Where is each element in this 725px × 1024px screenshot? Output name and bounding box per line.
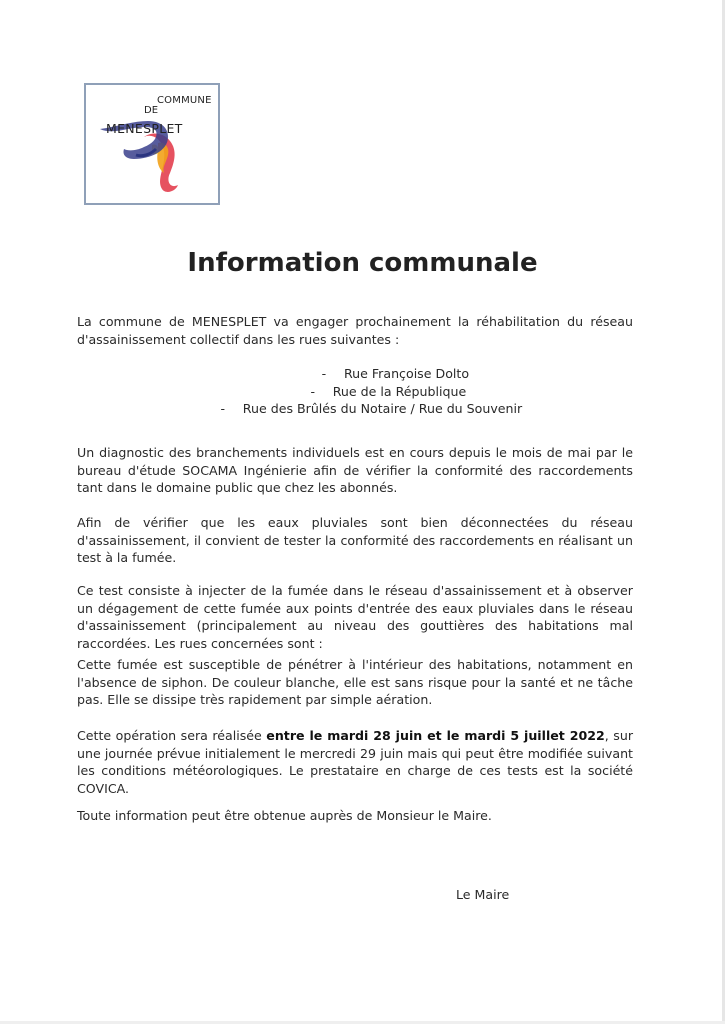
street-item xyxy=(0,365,725,383)
operation-dates: entre le mardi 28 juin et le mardi 5 juillet 2022 xyxy=(266,728,605,743)
operation-text-start: Cette opération sera réalisée xyxy=(77,728,267,743)
street-bullet: - xyxy=(220,401,226,416)
operation-paragraph xyxy=(77,727,633,797)
contact-paragraph: Toute information peut être obtenue auprès de Monsieur le Maire. xyxy=(77,808,492,823)
purpose-paragraph: Afin de vérifier que les eaux pluviales sont bien déconnectées du réseau d'assainissement, il convient de tester la conformité des raccordements en réalisant un test à la fumée. xyxy=(77,515,633,565)
logo-text-menesplet: MENESPLET xyxy=(106,121,183,136)
page-title: Information communale xyxy=(187,248,538,278)
intro-paragraph: La commune de MENESPLET va engager prochainement la réhabilitation du réseau d'assainissement collectif dans les rues suivantes : xyxy=(77,314,633,347)
diagnostic-paragraph: Un diagnostic des branchements individuels est en cours depuis le mois de mai par le bureau d'étude SOCAMA Ingénierie afin de vérifier la conformité des raccordements tant dans le domaine public que chez les abonnés. xyxy=(77,445,633,495)
street-item xyxy=(0,400,725,418)
logo-text-de: DE xyxy=(144,105,159,116)
street-name: Rue de la République xyxy=(332,383,467,399)
street-item xyxy=(0,383,725,401)
street-bullet: - xyxy=(310,383,315,399)
logo-text-commune: COMMUNE xyxy=(157,95,212,106)
street-list xyxy=(0,365,725,418)
commune-logo xyxy=(84,83,220,205)
street-name: Rue Françoise Dolto xyxy=(343,366,470,381)
test-paragraph: Ce test consiste à injecter de la fumée dans le réseau d'assainissement et à observer un dégagement de cette fumée aux points d'entrée des eaux pluviales dans le réseau d'assainissement (principalement au niveau des gouttières des habitations mal raccordées. Les rues concernées sont : xyxy=(77,583,633,651)
operation-text-end: , sur une journée prévue initialement le mercredi 29 juin mais qui peut être modifiée suivant les conditions météorologiques. Le prestataire en charge de ces tests est la société COVICA. xyxy=(77,728,633,796)
street-name: Rue des Brûlés du Notaire / Rue du Souvenir xyxy=(242,401,523,416)
smoke-paragraph: Cette fumée est susceptible de pénétrer à l'intérieur des habitations, notamment en l'absence de siphon. De couleur blanche, elle est sans risque pour la santé et ne tâche pas. Elle se dissipe très rapidement par simple aération. xyxy=(77,657,633,707)
signature: Le Maire xyxy=(456,887,510,902)
street-bullet: - xyxy=(321,366,327,381)
